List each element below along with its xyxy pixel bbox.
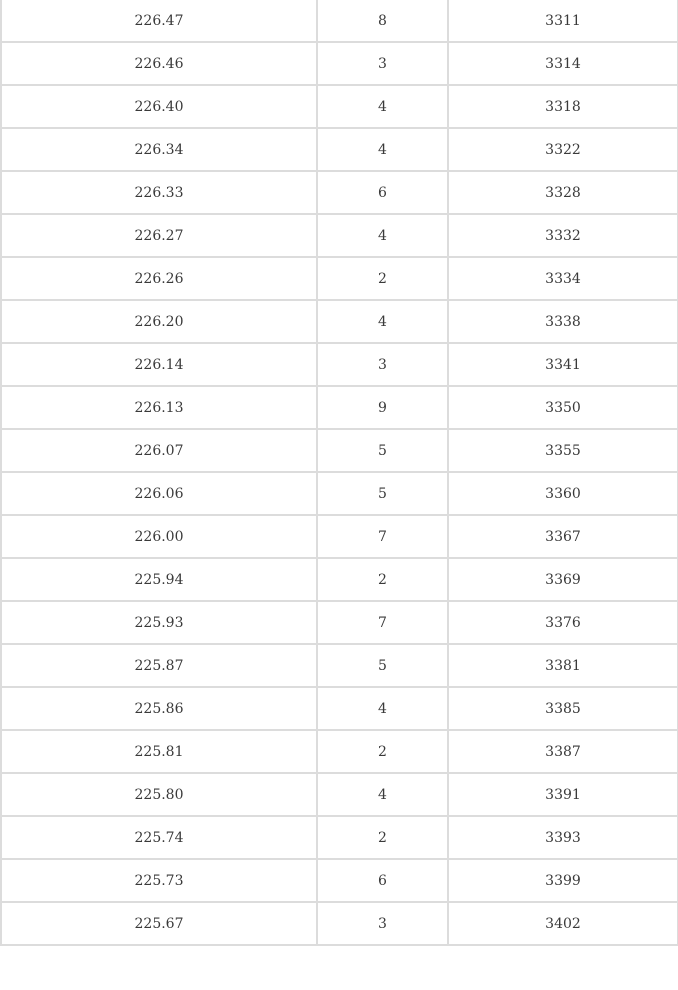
cumulative-count-cell: 3360 [448,472,678,515]
count-cell: 2 [317,558,448,601]
cumulative-count-cell: 3369 [448,558,678,601]
count-cell: 4 [317,85,448,128]
cumulative-count-cell: 3311 [448,0,678,42]
score-cell: 226.34 [1,128,317,171]
score-cell: 225.94 [1,558,317,601]
score-cell: 226.47 [1,0,317,42]
count-cell: 9 [317,386,448,429]
table-body [1,0,678,945]
count-cell: 2 [317,730,448,773]
score-cell: 225.87 [1,644,317,687]
cumulative-count-cell: 3367 [448,515,678,558]
cumulative-count-cell: 3332 [448,214,678,257]
table-row [1,0,678,42]
count-cell: 4 [317,300,448,343]
count-cell: 2 [317,257,448,300]
score-cell: 226.26 [1,257,317,300]
score-cell: 226.13 [1,386,317,429]
cumulative-count-cell: 3355 [448,429,678,472]
count-cell: 6 [317,859,448,902]
score-cell: 225.74 [1,816,317,859]
table-row [1,214,678,257]
count-cell: 4 [317,128,448,171]
cumulative-count-cell: 3322 [448,128,678,171]
cumulative-count-cell: 3350 [448,386,678,429]
table-row [1,816,678,859]
score-cell: 226.14 [1,343,317,386]
cumulative-count-cell: 3328 [448,171,678,214]
table-row [1,730,678,773]
table-row [1,300,678,343]
count-cell: 4 [317,214,448,257]
score-cell: 225.81 [1,730,317,773]
count-cell: 5 [317,472,448,515]
table-row [1,601,678,644]
table-row [1,386,678,429]
cumulative-count-cell: 3391 [448,773,678,816]
table-row [1,773,678,816]
table-row [1,859,678,902]
table-row [1,687,678,730]
count-cell: 4 [317,687,448,730]
cumulative-count-cell: 3338 [448,300,678,343]
score-cell: 226.00 [1,515,317,558]
count-cell: 6 [317,171,448,214]
score-cell: 225.86 [1,687,317,730]
score-cell: 225.67 [1,902,317,945]
score-cell: 226.27 [1,214,317,257]
table-row [1,429,678,472]
score-cell: 225.73 [1,859,317,902]
cumulative-count-cell: 3341 [448,343,678,386]
table-row [1,85,678,128]
table-row [1,558,678,601]
table-row [1,644,678,687]
count-cell: 4 [317,773,448,816]
score-cell: 226.40 [1,85,317,128]
cumulative-count-cell: 3381 [448,644,678,687]
cumulative-count-cell: 3385 [448,687,678,730]
cumulative-count-cell: 3387 [448,730,678,773]
score-cell: 226.07 [1,429,317,472]
count-cell: 7 [317,601,448,644]
count-cell: 3 [317,902,448,945]
table-row [1,472,678,515]
score-cell: 226.46 [1,42,317,85]
cumulative-count-cell: 3318 [448,85,678,128]
count-cell: 5 [317,429,448,472]
count-cell: 3 [317,42,448,85]
count-cell: 7 [317,515,448,558]
table-row [1,902,678,945]
cumulative-count-cell: 3399 [448,859,678,902]
table-row [1,257,678,300]
count-cell: 3 [317,343,448,386]
score-cell: 225.93 [1,601,317,644]
score-cell: 225.80 [1,773,317,816]
cumulative-count-cell: 3402 [448,902,678,945]
count-cell: 2 [317,816,448,859]
table-row [1,171,678,214]
score-cell: 226.20 [1,300,317,343]
count-cell: 8 [317,0,448,42]
cumulative-count-cell: 3393 [448,816,678,859]
table-row [1,515,678,558]
score-cell: 226.33 [1,171,317,214]
cumulative-count-cell: 3314 [448,42,678,85]
cumulative-count-cell: 3376 [448,601,678,644]
cumulative-count-cell: 3334 [448,257,678,300]
score-cell: 226.06 [1,472,317,515]
count-cell: 5 [317,644,448,687]
table-row [1,343,678,386]
table-row [1,128,678,171]
table-row [1,42,678,85]
